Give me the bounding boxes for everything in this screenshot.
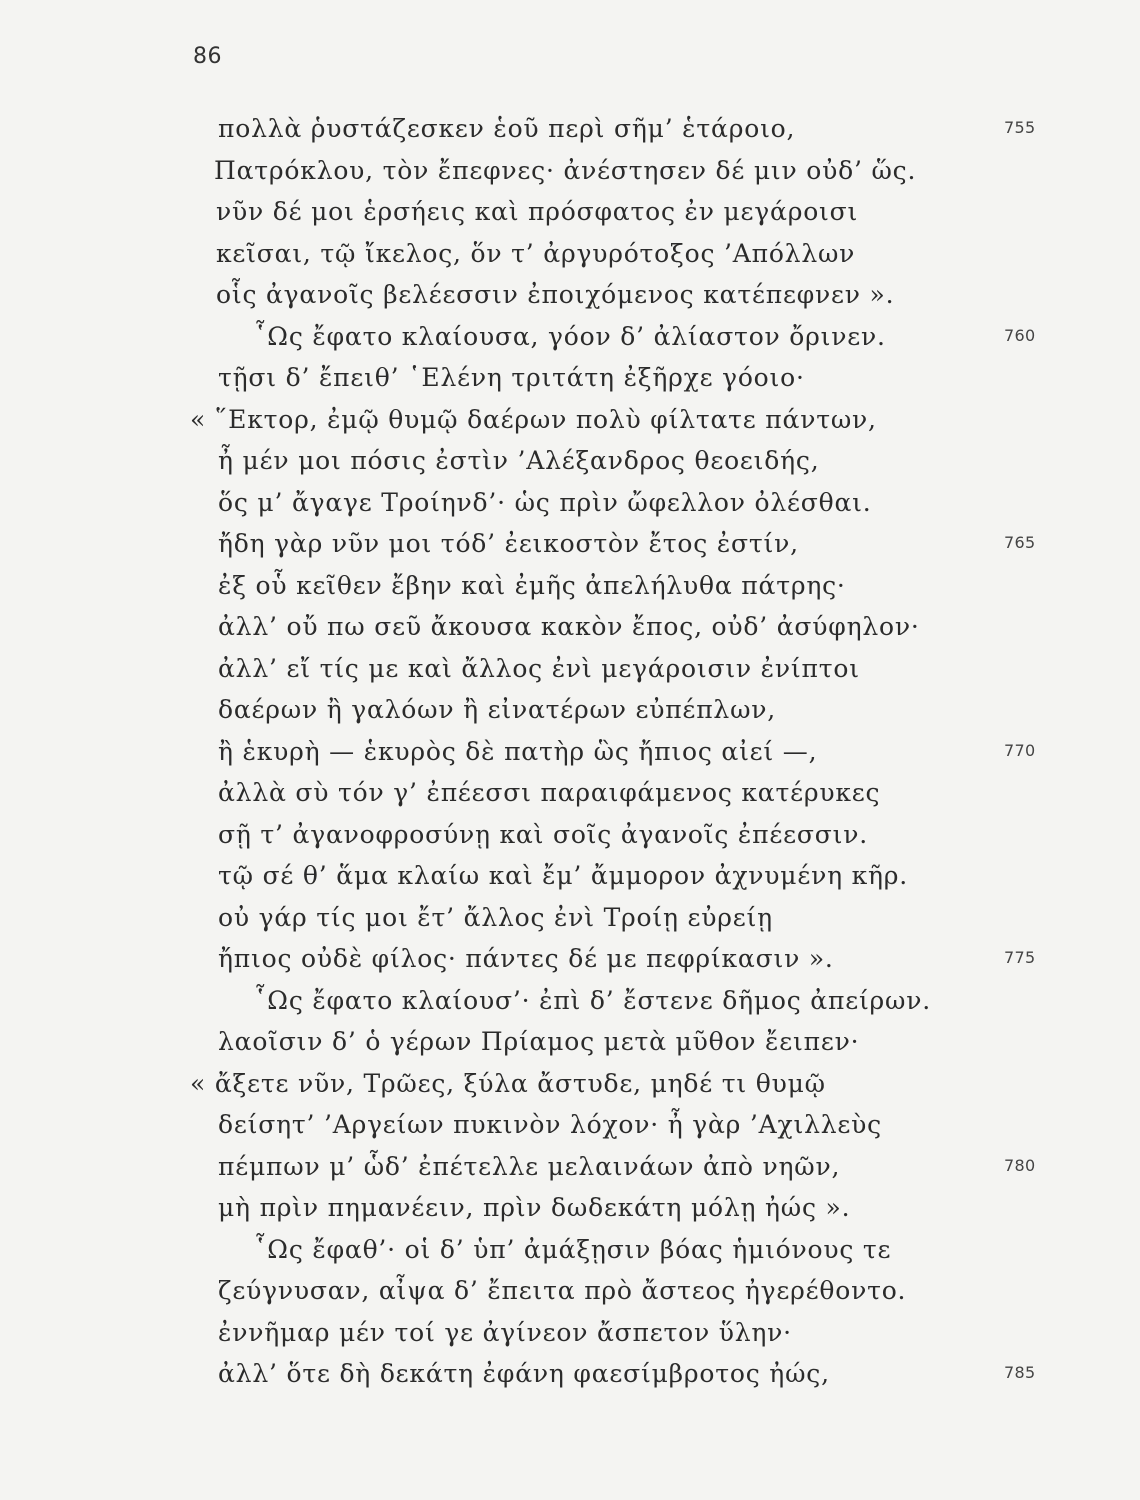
verse-line — [0, 1108, 1140, 1150]
verse-text: τῇσι δ’ ἔπειθ’ ῾Ελένη τριτάτη ἐξῆρχε γόοιο· — [218, 363, 805, 392]
line-number: 780 — [1004, 1155, 1036, 1175]
verse-line — [0, 154, 1140, 196]
verse-line — [0, 776, 1140, 818]
verse-line — [0, 278, 1140, 320]
verse-text: πολλὰ ῥυστάζεσκεν ἑοῦ περὶ σῆμ’ ἑτάροιο, — [218, 114, 796, 143]
verse-text: ἤπιος οὐδὲ φίλος· πάντες δέ με πεφρίκασιν ». — [218, 944, 834, 973]
verse-line — [0, 818, 1140, 860]
verse-line — [0, 1316, 1140, 1358]
verse-line — [0, 693, 1140, 735]
verse-text: ῟Ως ἔφατο κλαίουσα, γόον δ’ ἀλίαστον ὄρινεν. — [254, 321, 886, 351]
verse-text: ἀλλ’ εἴ τίς με καὶ ἄλλος ἐνὶ μεγάροισιν ἐνίπτοι — [218, 653, 860, 683]
verse-line — [0, 901, 1140, 943]
verse-text: ἀλλ’ οὔ πω σεῦ ἄκουσα κακὸν ἔπος, οὐδ’ ἀσύφηλον· — [218, 612, 920, 641]
verse-line — [0, 195, 1140, 237]
verse-text: ῟Ως ἔφατο κλαίουσ’· ἐπὶ δ’ ἔστενε δῆμος ἀπείρων. — [254, 985, 931, 1015]
verse-text: τῷ σέ θ’ ἅμα κλαίω καὶ ἔμ’ ἄμμορον ἀχνυμένη κῆρ. — [218, 861, 909, 890]
verse-line — [0, 1357, 1140, 1399]
verse-line — [0, 403, 1140, 445]
verse-line — [0, 652, 1140, 694]
verse-text: ἐννῆμαρ μέν τοί γε ἀγίνεον ἄσπετον ὕλην· — [218, 1317, 792, 1347]
line-number: 760 — [1004, 325, 1036, 345]
verse-text: νῦν δέ μοι ἑρσήεις καὶ πρόσφατος ἐν μεγάροισι — [216, 197, 859, 226]
verse-line — [0, 735, 1140, 777]
verse-text: σῇ τ’ ἀγανοφροσύνῃ καὶ σοῖς ἀγανοῖς ἐπέεσσιν. — [218, 819, 868, 849]
verse-line — [0, 237, 1140, 279]
verse-line — [0, 984, 1140, 1026]
verse-text: ἀλλὰ σὺ τόν γ’ ἐπέεσσι παραιφάμενος κατέρυκες — [218, 778, 881, 807]
verse-text: λαοῖσιν δ’ ὁ γέρων Πρίαμος μετὰ μῦθον ἔειπεν· — [218, 1027, 860, 1056]
verse-text: ζεύγνυσαν, αἶψα δ’ ἔπειτα πρὸ ἄστεος ἠγερέθοντο. — [218, 1276, 907, 1305]
line-number: 770 — [1004, 740, 1036, 760]
verse-text: Πατρόκλου, τὸν ἔπεφνες· ἀνέστησεν δέ μιν οὐδ’ ὥς. — [214, 155, 917, 185]
verse-line — [0, 320, 1140, 362]
verse-line — [0, 610, 1140, 652]
verse-line — [0, 1274, 1140, 1316]
verse-line — [0, 112, 1140, 154]
verse-text: ῟Ως ἔφαθ’· οἱ δ’ ὑπ’ ἀμάξῃσιν βόας ἡμιόνους τε — [254, 1234, 892, 1264]
verse-text: ἀλλ’ ὅτε δὴ δεκάτη ἐφάνη φαεσίμβροτος ἠώς, — [218, 1359, 830, 1388]
verse-text: πέμπων μ’ ὧδ’ ἐπέτελλε μελαινάων ἀπὸ νηῶν, — [218, 1151, 841, 1181]
verse-text: δείσητ’ ’Αργείων πυκινὸν λόχον· ἦ γὰρ ’Αχιλλεὺς — [218, 1110, 882, 1139]
verse-line — [0, 361, 1140, 403]
verse-text: ὅς μ’ ἄγαγε Τροίηνδ’· ὡς πρὶν ὤφελλον ὀλέσθαι. — [218, 487, 872, 517]
verse-text: « ἄξετε νῦν, Τρῶες, ξύλα ἄστυδε, μηδέ τι θυμῷ — [190, 1068, 826, 1098]
verse-text: ἦ μέν μοι πόσις ἐστὶν ’Αλέξανδρος θεοειδής, — [218, 446, 820, 475]
line-number: 785 — [1004, 1363, 1036, 1382]
verse-line — [0, 444, 1140, 486]
verse-text: κεῖσαι, τῷ ἴκελος, ὅν τ’ ἀργυρότοξος ’Απόλλων — [216, 238, 856, 268]
verse-line — [0, 859, 1140, 901]
page-number: 86 — [193, 44, 222, 69]
verse-block — [0, 112, 1140, 1399]
verse-line — [0, 1191, 1140, 1233]
line-number: 765 — [1004, 533, 1036, 552]
verse-line — [0, 1150, 1140, 1192]
verse-line — [0, 527, 1140, 569]
verse-line — [0, 486, 1140, 528]
verse-text: οἷς ἀγανοῖς βελέεσσιν ἐποιχόμενος κατέπεφνεν ». — [216, 280, 895, 309]
verse-text: ἢ ἑκυρὴ — ἑκυρὸς δὲ πατὴρ ὣς ἤπιος αἰεί —, — [218, 736, 818, 766]
verse-text: ἤδη γὰρ νῦν μοι τόδ’ ἐεικοστὸν ἔτος ἐστίν, — [218, 529, 799, 558]
verse-text: δαέρων ἢ γαλόων ἢ εἰνατέρων εὐπέπλων, — [218, 695, 776, 724]
verse-text: ἐξ οὗ κεῖθεν ἔβην καὶ ἐμῆς ἀπελήλυθα πάτρης· — [218, 570, 846, 600]
verse-line — [0, 569, 1140, 611]
verse-line — [0, 1233, 1140, 1275]
verse-text: οὐ γάρ τίς μοι ἔτ’ ἄλλος ἐνὶ Τροίῃ εὐρείῃ — [218, 902, 773, 932]
verse-text: « ῞Εκτορ, ἐμῷ θυμῷ δαέρων πολὺ φίλτατε πάντων, — [190, 404, 877, 434]
verse-line — [0, 942, 1140, 984]
verse-text: μὴ πρὶν πημανέειν, πρὶν δωδεκάτη μόλῃ ἠώς ». — [218, 1193, 851, 1222]
line-number: 775 — [1004, 948, 1036, 967]
verse-line — [0, 1067, 1140, 1109]
verse-line — [0, 1025, 1140, 1067]
line-number: 755 — [1004, 118, 1036, 137]
